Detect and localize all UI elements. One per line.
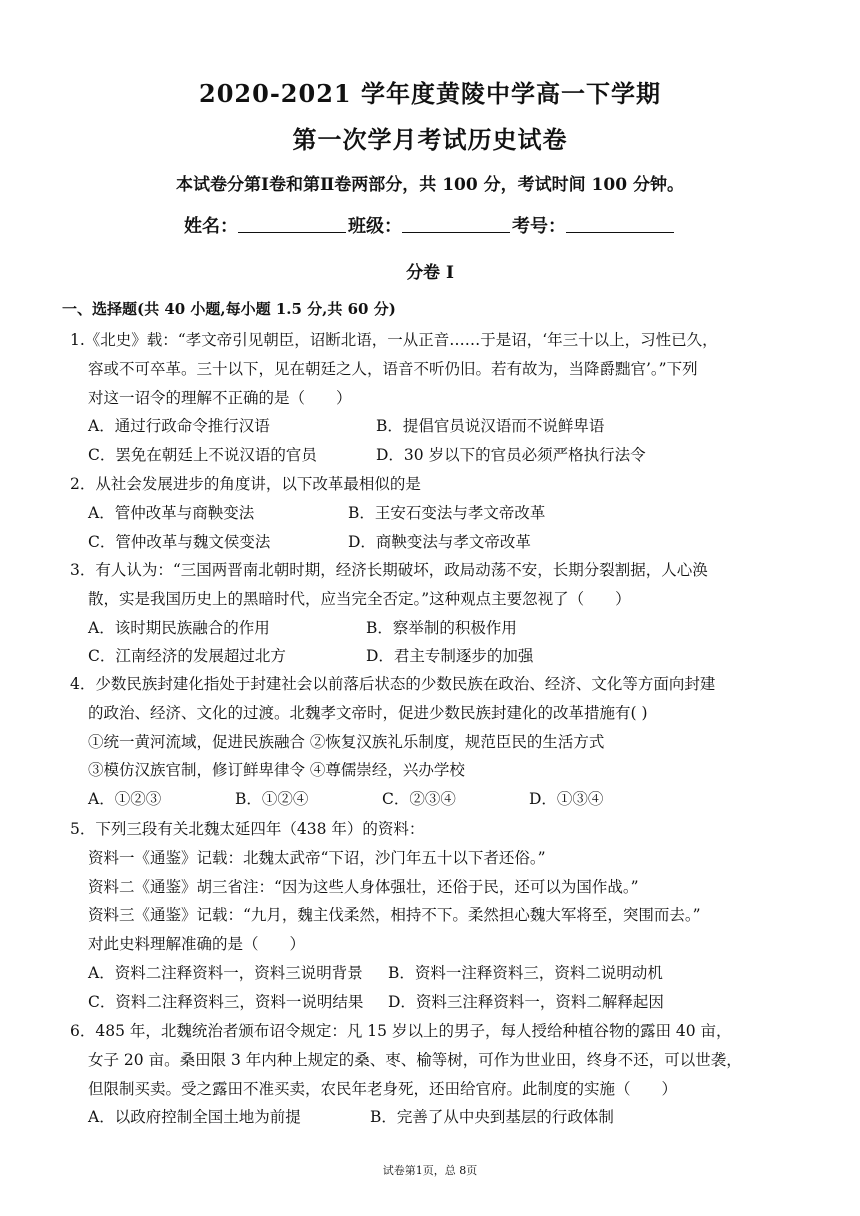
question-6-text-line: 女子 20 亩。桑田限 3 年内种上规定的桑、枣、榆等树，可作为世业田，终身不还，可以世袭， — [88, 1050, 742, 1069]
page-footer: 试卷第1页，总 8页 — [382, 1164, 478, 1177]
question-4-text-line: ①统一黄河流域，促进民族融合 ②恢复汉族礼乐制度，规范臣民的生活方式 — [88, 732, 605, 751]
answer-option[interactable]: B．提倡官员说汉语而不说鲜卑语 — [376, 417, 605, 436]
answer-option[interactable]: C．资料二注释资料三，资料一说明结果 — [88, 992, 364, 1011]
question-5-text-line: 资料三《通鉴》记载：“九月，魏主伐柔然，相持不下。柔然担心魏大军将至，突围而去。” — [88, 906, 701, 925]
question-2 — [70, 470, 800, 556]
option-row — [70, 642, 800, 671]
answer-option[interactable]: D．资料三注释资料一，资料二解释起因 — [388, 992, 664, 1011]
question-3-text-line: 3．有人认为：“三国两晋南北朝时期，经济长期破坏，政局动荡不安，长期分裂割据，人心涣 — [70, 561, 708, 579]
question-5 — [70, 815, 800, 1017]
answer-option[interactable]: B．王安石变法与孝文帝改革 — [348, 503, 546, 522]
question-5-text-line: 资料二《通鉴》胡三省注：“因为这些人身体强壮，还俗于民，还可以为国作战。” — [88, 877, 639, 896]
question-5-text-line: 对此史料理解准确的是（ ） — [88, 935, 306, 954]
answer-option[interactable]: B．资料一注释资料三，资料二说明动机 — [388, 963, 663, 982]
student-info-fields — [0, 212, 860, 238]
answer-option[interactable]: A．资料二注释资料一，资料三说明背景 — [88, 963, 363, 982]
name-blank[interactable] — [238, 212, 346, 233]
exam-title-line1: 2020-2021 学年度黄陵中学高一下学期 — [199, 79, 661, 108]
option-row — [70, 499, 800, 528]
question-1-text-line: 容或不可卒革。三十以下，见在朝廷之人，语音不听仍旧。若有故为，当降爵黜官’。”下列 — [88, 359, 698, 378]
answer-option[interactable]: A．通过行政命令推行汉语 — [88, 417, 270, 436]
question-6 — [70, 1017, 800, 1132]
answer-option[interactable]: B．①②④ — [235, 790, 309, 809]
number-label: 考号： — [512, 216, 566, 237]
answer-option[interactable]: D．30 岁以下的官员必须严格执行法令 — [376, 446, 646, 465]
answer-option[interactable]: C．管仲改革与魏文侯变法 — [88, 532, 271, 551]
answer-option[interactable]: A．管仲改革与商鞅变法 — [88, 503, 255, 522]
exam-title-line2: 第一次学月考试历史试卷 — [292, 125, 568, 154]
answer-option[interactable]: B．察举制的积极作用 — [366, 618, 517, 637]
question-5-text-line: 5．下列三段有关北魏太延四年（438 年）的资料： — [70, 820, 425, 838]
option-row — [70, 785, 800, 814]
answer-option[interactable]: A．①②③ — [88, 790, 162, 809]
answer-option[interactable]: B．完善了从中央到基层的行政体制 — [370, 1108, 614, 1127]
answer-option[interactable]: C．罢免在朝廷上不说汉语的官员 — [88, 446, 317, 465]
option-row — [70, 441, 800, 470]
part-heading: 一、选择题(共 40 小题,每小题 1.5 分,共 60 分) — [62, 300, 396, 318]
answer-option[interactable]: A．以政府控制全国土地为前提 — [88, 1108, 301, 1127]
answer-option[interactable]: D．商鞅变法与孝文帝改革 — [348, 532, 531, 551]
answer-option[interactable]: D．①③④ — [529, 790, 604, 809]
number-blank[interactable] — [566, 212, 674, 233]
question-4-text-line: ③模仿汉族官制，修订鲜卑律令 ④尊儒崇经，兴办学校 — [88, 761, 465, 780]
question-5-text-line: 资料一《通鉴》记载：北魏太武帝“下诏，沙门年五十以下者还俗。” — [88, 848, 546, 867]
answer-option[interactable]: C．②③④ — [382, 790, 456, 809]
question-4-text-line: 的政治、经济、文化的过渡。北魏孝文帝时，促进少数民族封建化的改革措施有( ) — [88, 703, 648, 722]
question-6-text-line: 但限制买卖。受之露田不准买卖，农民年老身死，还田给官府。此制度的实施（ ） — [88, 1079, 678, 1098]
answer-option[interactable]: C．江南经济的发展超过北方 — [88, 647, 286, 666]
question-1 — [70, 326, 800, 470]
question-1-text-line: 1.《北史》载：“孝文帝引见朝臣，诏断北语，一从正音……于是诏，‘年三十以上，习性已久， — [70, 331, 718, 349]
class-blank[interactable] — [402, 212, 510, 233]
answer-option[interactable]: A．该时期民族融合的作用 — [88, 618, 270, 637]
exam-instructions: 本试卷分第Ⅰ卷和第Ⅱ卷两部分，共 100 分，考试时间 100 分钟。 — [176, 175, 684, 195]
answer-option[interactable]: D．君主专制逐步的加强 — [366, 647, 534, 666]
class-label: 班级： — [348, 216, 402, 237]
option-row — [70, 528, 800, 557]
section-title: 分卷 I — [406, 263, 454, 283]
question-3-text-line: 散，实是我国历史上的黑暗时代，应当完全否定。”这种观点主要忽视了（ ） — [88, 589, 631, 608]
option-row — [70, 1103, 800, 1132]
option-row — [70, 412, 800, 441]
option-row — [70, 959, 800, 988]
option-row — [70, 988, 800, 1017]
question-2-text-line: 2．从社会发展进步的角度讲，以下改革最相似的是 — [70, 475, 421, 493]
name-label: 姓名： — [184, 216, 238, 237]
question-4-text-line: 4．少数民族封建化指处于封建社会以前落后状态的少数民族在政治、经济、文化等方面向封建 — [70, 675, 716, 693]
option-row — [70, 614, 800, 643]
question-6-text-line: 6．485 年，北魏统治者颁布诏令规定：凡 15 岁以上的男子，每人授给种植谷物的露田 40 亩， — [70, 1022, 732, 1040]
question-4 — [70, 670, 800, 814]
question-1-text-line: 对这一诏令的理解不正确的是（ ） — [88, 388, 352, 407]
question-3 — [70, 556, 800, 671]
